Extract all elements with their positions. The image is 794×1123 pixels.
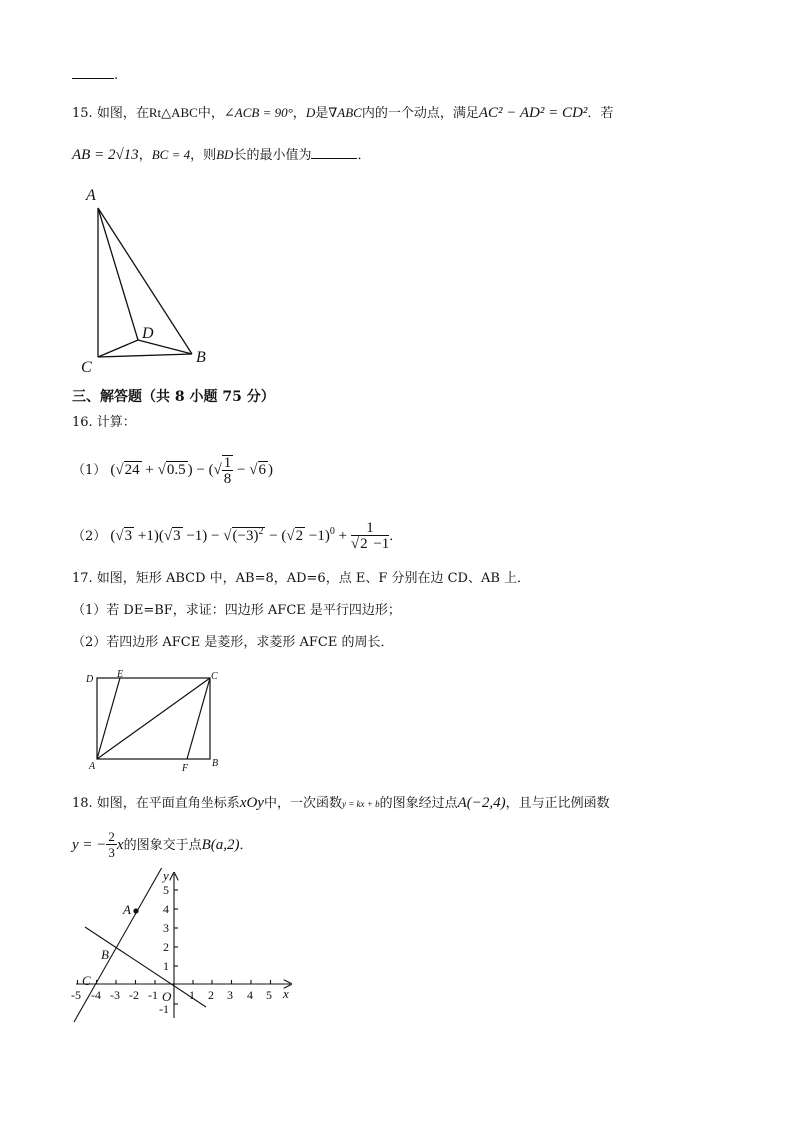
q17-part2: （2）若四边形 AFCE 是菱形，求菱形 AFCE 的周长． bbox=[72, 635, 394, 650]
segment-fc bbox=[187, 678, 210, 759]
label-b: B bbox=[196, 349, 206, 366]
x-tick-label: -3 bbox=[110, 988, 120, 1002]
y-tick-label: 3 bbox=[163, 921, 169, 935]
q15-triangle-figure bbox=[70, 180, 220, 375]
label-a: A bbox=[86, 187, 96, 204]
label-f: F bbox=[182, 763, 189, 774]
q18-coordinate-graph bbox=[62, 868, 302, 1028]
x-axis-label: x bbox=[283, 986, 289, 1001]
segment-ad bbox=[98, 208, 138, 340]
q15-line1: 15. 如图，在Rt△ABC中，∠ACB = 90°，D是∇ABC内的一个动点，满足AC² − AD² = CD²．若 bbox=[72, 105, 614, 121]
line-proportional bbox=[85, 927, 206, 1007]
q18-line2: y = − $\frac{2}{3}$ x的图象交于点B(a,2)． bbox=[72, 829, 253, 860]
y-tick-label: 5 bbox=[163, 883, 169, 897]
y-tick-label: 4 bbox=[163, 902, 169, 916]
label-c: C bbox=[82, 973, 91, 988]
x-tick-label: 5 bbox=[266, 988, 272, 1002]
x-tick-label: -1 bbox=[148, 988, 158, 1002]
label-b: B bbox=[101, 947, 109, 962]
q15-line2: AB = 2√13，BC = 4，则BD长的最小值为 ． bbox=[72, 147, 371, 163]
segment-cd bbox=[98, 340, 138, 357]
q16-stem: 16. 计算： bbox=[72, 415, 136, 430]
q18-line1: 18. 如图，在平面直角坐标系xOy中，一次函数y = kx + b的图象经过点A(−2,4)，且与正比例函数 bbox=[72, 795, 610, 811]
q17-rectangle-figure bbox=[80, 668, 230, 776]
y-tick-label: -1 bbox=[159, 1002, 169, 1016]
edge-cb bbox=[98, 354, 192, 357]
prev-answer-blank: . bbox=[72, 66, 118, 85]
diagonal-ac bbox=[97, 678, 210, 759]
origin-label: O bbox=[162, 989, 172, 1004]
x-tick-label: 4 bbox=[247, 988, 253, 1002]
label-a: A bbox=[89, 761, 96, 772]
label-a: A bbox=[123, 902, 131, 917]
point-a bbox=[133, 908, 138, 913]
y-tick-label: 1 bbox=[163, 959, 169, 973]
y-axis-label: y bbox=[163, 868, 169, 883]
x-tick-label: -5 bbox=[71, 988, 81, 1002]
label-e: E bbox=[117, 669, 124, 680]
x-tick-label: 3 bbox=[227, 988, 233, 1002]
label-d: D bbox=[86, 674, 94, 685]
q16-part1: （1） (√24 + √0.5 ) − (√ $\frac{1}{8}$ − √6 ) bbox=[72, 454, 273, 487]
q16-part2: （2） $(√3 +1)(√3 -1) - √(-3)^2 - (√2 -1)^0$ + $\frac{1}{√2 -1}$ ． bbox=[72, 520, 403, 553]
label-c: C bbox=[81, 359, 92, 375]
section-heading: 三、解答题（共 8 小题 75 分） bbox=[72, 389, 275, 405]
x-tick-label: -2 bbox=[129, 988, 139, 1002]
label-b: B bbox=[212, 758, 219, 769]
q17-part1: （1）若 DE=BF，求证：四边形 AFCE 是平行四边形； bbox=[72, 603, 401, 618]
q17-stem: 17. 如图，矩形 ABCD 中，AB=8，AD=6，点 E、F 分别在边 CD、AB 上． bbox=[72, 571, 531, 586]
y-tick-label: 2 bbox=[163, 940, 169, 954]
label-d: D bbox=[142, 325, 154, 342]
label-c: C bbox=[211, 671, 218, 682]
x-tick-label: -4 bbox=[91, 988, 101, 1002]
x-tick-label: 1 bbox=[189, 988, 195, 1002]
segment-ae bbox=[97, 678, 120, 759]
x-tick-label: 2 bbox=[208, 988, 214, 1002]
q15-answer-blank bbox=[311, 146, 357, 159]
